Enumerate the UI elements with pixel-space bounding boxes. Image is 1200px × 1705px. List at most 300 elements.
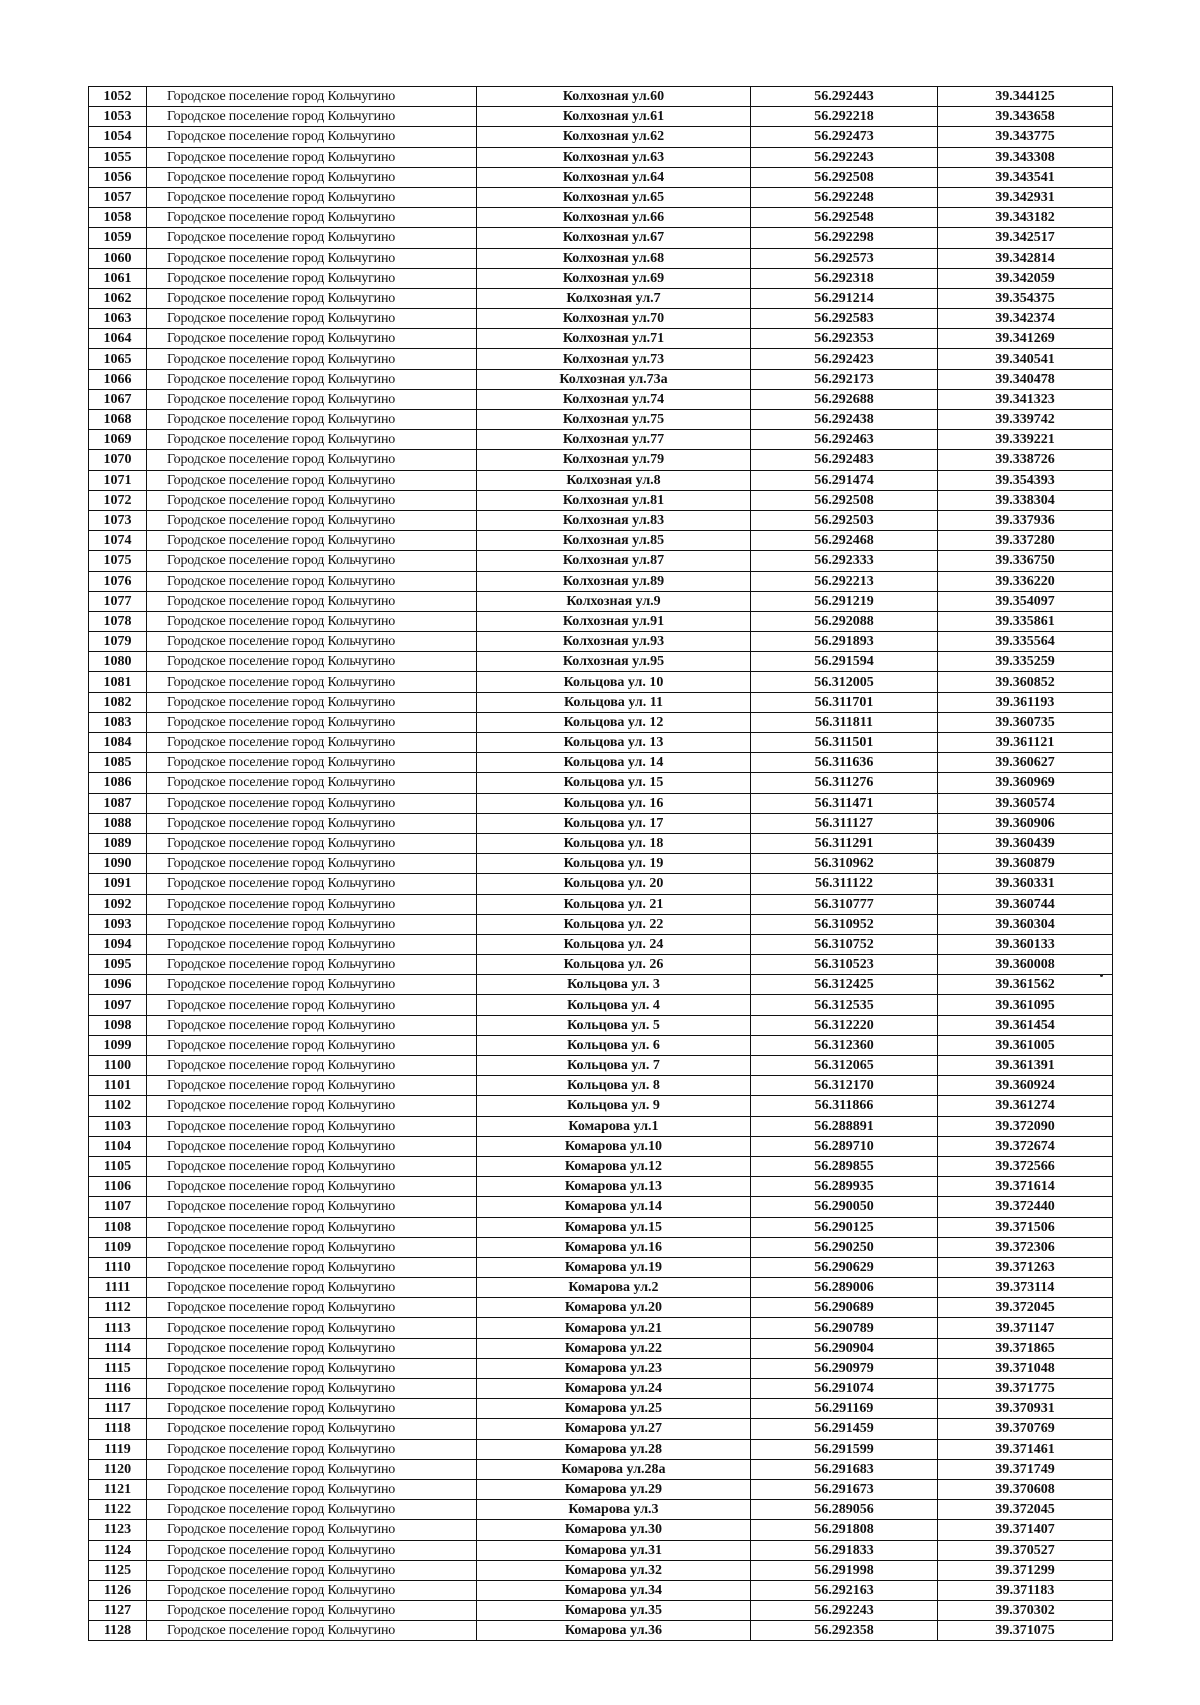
longitude: 39.343775	[938, 127, 1113, 147]
longitude: 39.336220	[938, 571, 1113, 591]
settlement-name: Городское поселение город Кольчугино	[147, 167, 477, 187]
row-number: 1065	[89, 349, 147, 369]
latitude: 56.292573	[751, 248, 938, 268]
row-number: 1061	[89, 268, 147, 288]
longitude: 39.340478	[938, 369, 1113, 389]
street-address: Комарова ул.10	[477, 1136, 751, 1156]
row-number: 1100	[89, 1056, 147, 1076]
street-address: Кольцова ул. 5	[477, 1015, 751, 1035]
settlement-name: Городское поселение город Кольчугино	[147, 208, 477, 228]
settlement-name: Городское поселение город Кольчугино	[147, 1479, 477, 1499]
table-row	[89, 1621, 1113, 1641]
latitude: 56.289056	[751, 1500, 938, 1520]
table-row	[89, 1479, 1113, 1499]
longitude: 39.342814	[938, 248, 1113, 268]
table-row	[89, 1358, 1113, 1378]
settlement-name: Городское поселение город Кольчугино	[147, 1560, 477, 1580]
row-number: 1053	[89, 107, 147, 127]
row-number: 1102	[89, 1096, 147, 1116]
latitude: 56.292688	[751, 389, 938, 409]
latitude: 56.292163	[751, 1580, 938, 1600]
longitude: 39.370608	[938, 1479, 1113, 1499]
latitude: 56.288891	[751, 1116, 938, 1136]
street-address: Колхозная ул.74	[477, 389, 751, 409]
settlement-name: Городское поселение город Кольчугино	[147, 672, 477, 692]
street-address: Комарова ул.12	[477, 1156, 751, 1176]
latitude: 56.310777	[751, 894, 938, 914]
longitude: 39.354375	[938, 288, 1113, 308]
street-address: Колхозная ул.67	[477, 228, 751, 248]
longitude: 39.371461	[938, 1439, 1113, 1459]
street-address: Кольцова ул. 9	[477, 1096, 751, 1116]
settlement-name: Городское поселение город Кольчугино	[147, 389, 477, 409]
row-number: 1094	[89, 934, 147, 954]
street-address: Колхозная ул.61	[477, 107, 751, 127]
settlement-name: Городское поселение город Кольчугино	[147, 288, 477, 308]
street-address: Кольцова ул. 14	[477, 753, 751, 773]
street-address: Колхозная ул.64	[477, 167, 751, 187]
table-row	[89, 228, 1113, 248]
table-row	[89, 410, 1113, 430]
street-address: Колхозная ул.83	[477, 510, 751, 530]
latitude: 56.312005	[751, 672, 938, 692]
street-address: Комарова ул.1	[477, 1116, 751, 1136]
table-row	[89, 591, 1113, 611]
latitude: 56.292213	[751, 571, 938, 591]
table-row	[89, 632, 1113, 652]
settlement-name: Городское поселение город Кольчугино	[147, 187, 477, 207]
latitude: 56.310962	[751, 854, 938, 874]
table-row	[89, 914, 1113, 934]
longitude: 39.371183	[938, 1580, 1113, 1600]
row-number: 1117	[89, 1399, 147, 1419]
row-number: 1115	[89, 1358, 147, 1378]
longitude: 39.371147	[938, 1318, 1113, 1338]
longitude: 39.371299	[938, 1560, 1113, 1580]
longitude: 39.361562	[938, 975, 1113, 995]
latitude: 56.290050	[751, 1197, 938, 1217]
latitude: 56.311122	[751, 874, 938, 894]
longitude: 39.361121	[938, 733, 1113, 753]
row-number: 1076	[89, 571, 147, 591]
longitude: 39.372674	[938, 1136, 1113, 1156]
address-table-sheet	[88, 86, 1112, 1641]
table-row	[89, 187, 1113, 207]
longitude: 39.372440	[938, 1197, 1113, 1217]
latitude: 56.311811	[751, 712, 938, 732]
latitude: 56.292318	[751, 268, 938, 288]
latitude: 56.290250	[751, 1237, 938, 1257]
settlement-name: Городское поселение город Кольчугино	[147, 1500, 477, 1520]
table-row	[89, 611, 1113, 631]
street-address: Кольцова ул. 17	[477, 813, 751, 833]
latitude: 56.290979	[751, 1358, 938, 1378]
longitude: 39.372090	[938, 1116, 1113, 1136]
street-address: Колхозная ул.89	[477, 571, 751, 591]
settlement-name: Городское поселение город Кольчугино	[147, 1358, 477, 1378]
table-row	[89, 1419, 1113, 1439]
longitude: 39.354393	[938, 470, 1113, 490]
settlement-name: Городское поселение город Кольчугино	[147, 369, 477, 389]
street-address: Колхозная ул.73а	[477, 369, 751, 389]
longitude: 39.371749	[938, 1459, 1113, 1479]
table-body	[89, 87, 1113, 1641]
row-number: 1081	[89, 672, 147, 692]
settlement-name: Городское поселение город Кольчугино	[147, 1459, 477, 1479]
row-number: 1089	[89, 833, 147, 853]
longitude: 39.372306	[938, 1237, 1113, 1257]
longitude: 39.361454	[938, 1015, 1113, 1035]
table-row	[89, 1096, 1113, 1116]
table-row	[89, 1459, 1113, 1479]
table-row	[89, 833, 1113, 853]
street-address: Колхозная ул.71	[477, 329, 751, 349]
latitude: 56.289935	[751, 1177, 938, 1197]
street-address: Кольцова ул. 4	[477, 995, 751, 1015]
row-number: 1085	[89, 753, 147, 773]
latitude: 56.292248	[751, 187, 938, 207]
street-address: Колхозная ул.7	[477, 288, 751, 308]
row-number: 1093	[89, 914, 147, 934]
settlement-name: Городское поселение город Кольчугино	[147, 1540, 477, 1560]
street-address: Колхозная ул.70	[477, 309, 751, 329]
longitude: 39.342517	[938, 228, 1113, 248]
settlement-name: Городское поселение город Кольчугино	[147, 874, 477, 894]
latitude: 56.292443	[751, 87, 938, 107]
longitude: 39.335259	[938, 652, 1113, 672]
settlement-name: Городское поселение город Кольчугино	[147, 490, 477, 510]
table-row	[89, 793, 1113, 813]
street-address: Кольцова ул. 6	[477, 1035, 751, 1055]
latitude: 56.292463	[751, 430, 938, 450]
row-number: 1114	[89, 1338, 147, 1358]
table-row	[89, 955, 1113, 975]
street-address: Кольцова ул. 10	[477, 672, 751, 692]
row-number: 1086	[89, 773, 147, 793]
latitude: 56.312170	[751, 1076, 938, 1096]
longitude: 39.342059	[938, 268, 1113, 288]
street-address: Комарова ул.34	[477, 1580, 751, 1600]
longitude: 39.335861	[938, 611, 1113, 631]
latitude: 56.292473	[751, 127, 938, 147]
table-row	[89, 309, 1113, 329]
row-number: 1057	[89, 187, 147, 207]
row-number: 1056	[89, 167, 147, 187]
street-address: Колхозная ул.95	[477, 652, 751, 672]
latitude: 56.291599	[751, 1439, 938, 1459]
row-number: 1074	[89, 531, 147, 551]
settlement-name: Городское поселение город Кольчугино	[147, 228, 477, 248]
latitude: 56.292468	[751, 531, 938, 551]
settlement-name: Городское поселение город Кольчугино	[147, 571, 477, 591]
settlement-name: Городское поселение город Кольчугино	[147, 833, 477, 853]
settlement-name: Городское поселение город Кольчугино	[147, 1520, 477, 1540]
settlement-name: Городское поселение город Кольчугино	[147, 793, 477, 813]
row-number: 1067	[89, 389, 147, 409]
settlement-name: Городское поселение город Кольчугино	[147, 1217, 477, 1237]
table-row	[89, 127, 1113, 147]
table-row	[89, 753, 1113, 773]
settlement-name: Городское поселение город Кольчугино	[147, 1177, 477, 1197]
longitude: 39.360304	[938, 914, 1113, 934]
table-row	[89, 1217, 1113, 1237]
street-address: Комарова ул.24	[477, 1379, 751, 1399]
longitude: 39.342374	[938, 309, 1113, 329]
longitude: 39.360924	[938, 1076, 1113, 1096]
street-address: Комарова ул.20	[477, 1298, 751, 1318]
street-address: Комарова ул.36	[477, 1621, 751, 1641]
row-number: 1079	[89, 632, 147, 652]
table-row	[89, 510, 1113, 530]
row-number: 1092	[89, 894, 147, 914]
latitude: 56.311471	[751, 793, 938, 813]
street-address: Колхозная ул.77	[477, 430, 751, 450]
row-number: 1070	[89, 450, 147, 470]
row-number: 1066	[89, 369, 147, 389]
settlement-name: Городское поселение город Кольчугино	[147, 1298, 477, 1318]
settlement-name: Городское поселение город Кольчугино	[147, 894, 477, 914]
street-address: Колхозная ул.81	[477, 490, 751, 510]
street-address: Колхозная ул.60	[477, 87, 751, 107]
longitude: 39.340541	[938, 349, 1113, 369]
latitude: 56.292358	[751, 1621, 938, 1641]
settlement-name: Городское поселение город Кольчугино	[147, 531, 477, 551]
row-number: 1080	[89, 652, 147, 672]
table-row	[89, 1601, 1113, 1621]
settlement-name: Городское поселение город Кольчугино	[147, 955, 477, 975]
settlement-name: Городское поселение город Кольчугино	[147, 692, 477, 712]
row-number: 1103	[89, 1116, 147, 1136]
row-number: 1120	[89, 1459, 147, 1479]
street-address: Колхозная ул.69	[477, 268, 751, 288]
street-address: Кольцова ул. 22	[477, 914, 751, 934]
row-number: 1127	[89, 1601, 147, 1621]
settlement-name: Городское поселение город Кольчугино	[147, 854, 477, 874]
longitude: 39.343182	[938, 208, 1113, 228]
longitude: 39.361391	[938, 1056, 1113, 1076]
longitude: 39.361193	[938, 692, 1113, 712]
table-row	[89, 894, 1113, 914]
latitude: 56.310752	[751, 934, 938, 954]
latitude: 56.291459	[751, 1419, 938, 1439]
row-number: 1110	[89, 1257, 147, 1277]
latitude: 56.292243	[751, 147, 938, 167]
table-row	[89, 389, 1113, 409]
table-row	[89, 1399, 1113, 1419]
settlement-name: Городское поселение город Кольчугино	[147, 1237, 477, 1257]
table-row	[89, 571, 1113, 591]
table-row	[89, 248, 1113, 268]
settlement-name: Городское поселение город Кольчугино	[147, 268, 477, 288]
latitude: 56.292218	[751, 107, 938, 127]
street-address: Колхозная ул.85	[477, 531, 751, 551]
latitude: 56.311291	[751, 833, 938, 853]
longitude: 39.372045	[938, 1298, 1113, 1318]
latitude: 56.289710	[751, 1136, 938, 1156]
row-number: 1082	[89, 692, 147, 712]
longitude: 39.335564	[938, 632, 1113, 652]
longitude: 39.372045	[938, 1500, 1113, 1520]
settlement-name: Городское поселение город Кольчугино	[147, 248, 477, 268]
settlement-name: Городское поселение город Кольчугино	[147, 1621, 477, 1641]
longitude: 39.337936	[938, 510, 1113, 530]
longitude: 39.372566	[938, 1156, 1113, 1176]
latitude: 56.311701	[751, 692, 938, 712]
row-number: 1055	[89, 147, 147, 167]
latitude: 56.291214	[751, 288, 938, 308]
row-number: 1107	[89, 1197, 147, 1217]
settlement-name: Городское поселение город Кольчугино	[147, 914, 477, 934]
longitude: 39.360879	[938, 854, 1113, 874]
longitude: 39.339221	[938, 430, 1113, 450]
latitude: 56.291833	[751, 1540, 938, 1560]
longitude: 39.371407	[938, 1520, 1113, 1540]
row-number: 1096	[89, 975, 147, 995]
table-row	[89, 712, 1113, 732]
settlement-name: Городское поселение город Кольчугино	[147, 1136, 477, 1156]
longitude: 39.338726	[938, 450, 1113, 470]
latitude: 56.290629	[751, 1257, 938, 1277]
street-address: Кольцова ул. 19	[477, 854, 751, 874]
longitude: 39.370302	[938, 1601, 1113, 1621]
longitude: 39.337280	[938, 531, 1113, 551]
longitude: 39.371865	[938, 1338, 1113, 1358]
table-row	[89, 1318, 1113, 1338]
street-address: Колхозная ул.63	[477, 147, 751, 167]
settlement-name: Городское поселение город Кольчугино	[147, 995, 477, 1015]
street-address: Комарова ул.19	[477, 1257, 751, 1277]
table-row	[89, 1580, 1113, 1600]
row-number: 1112	[89, 1298, 147, 1318]
street-address: Комарова ул.21	[477, 1318, 751, 1338]
latitude: 56.291998	[751, 1560, 938, 1580]
table-row	[89, 1177, 1113, 1197]
settlement-name: Городское поселение город Кольчугино	[147, 430, 477, 450]
settlement-name: Городское поселение город Кольчугино	[147, 813, 477, 833]
table-row	[89, 733, 1113, 753]
latitude: 56.291074	[751, 1379, 938, 1399]
street-address: Колхозная ул.66	[477, 208, 751, 228]
longitude: 39.371775	[938, 1379, 1113, 1399]
table-row	[89, 531, 1113, 551]
latitude: 56.310952	[751, 914, 938, 934]
latitude: 56.311501	[751, 733, 938, 753]
settlement-name: Городское поселение город Кольчугино	[147, 1318, 477, 1338]
street-address: Кольцова ул. 26	[477, 955, 751, 975]
latitude: 56.291474	[751, 470, 938, 490]
row-number: 1116	[89, 1379, 147, 1399]
longitude: 39.361095	[938, 995, 1113, 1015]
row-number: 1060	[89, 248, 147, 268]
row-number: 1098	[89, 1015, 147, 1035]
table-row	[89, 934, 1113, 954]
longitude: 39.371263	[938, 1257, 1113, 1277]
street-address: Кольцова ул. 16	[477, 793, 751, 813]
settlement-name: Городское поселение город Кольчугино	[147, 127, 477, 147]
longitude: 39.360574	[938, 793, 1113, 813]
table-row	[89, 1338, 1113, 1358]
table-row	[89, 995, 1113, 1015]
row-number: 1068	[89, 410, 147, 430]
table-row	[89, 652, 1113, 672]
row-number: 1128	[89, 1621, 147, 1641]
street-address: Колхозная ул.65	[477, 187, 751, 207]
row-number: 1063	[89, 309, 147, 329]
longitude: 39.371506	[938, 1217, 1113, 1237]
settlement-name: Городское поселение город Кольчугино	[147, 349, 477, 369]
longitude: 39.338304	[938, 490, 1113, 510]
longitude: 39.341323	[938, 389, 1113, 409]
settlement-name: Городское поселение город Кольчугино	[147, 450, 477, 470]
row-number: 1078	[89, 611, 147, 631]
settlement-name: Городское поселение город Кольчугино	[147, 1035, 477, 1055]
table-row	[89, 288, 1113, 308]
longitude: 39.341269	[938, 329, 1113, 349]
settlement-name: Городское поселение город Кольчугино	[147, 1015, 477, 1035]
table-row	[89, 470, 1113, 490]
street-address: Комарова ул.29	[477, 1479, 751, 1499]
longitude: 39.343658	[938, 107, 1113, 127]
street-address: Кольцова ул. 24	[477, 934, 751, 954]
table-row	[89, 1257, 1113, 1277]
row-number: 1101	[89, 1076, 147, 1096]
settlement-name: Городское поселение город Кольчугино	[147, 753, 477, 773]
table-row	[89, 1540, 1113, 1560]
street-address: Комарова ул.13	[477, 1177, 751, 1197]
street-address: Колхозная ул.87	[477, 551, 751, 571]
row-number: 1122	[89, 1500, 147, 1520]
street-address: Комарова ул.23	[477, 1358, 751, 1378]
settlement-name: Городское поселение город Кольчугино	[147, 1580, 477, 1600]
table-row	[89, 268, 1113, 288]
street-address: Комарова ул.35	[477, 1601, 751, 1621]
settlement-name: Городское поселение город Кольчугино	[147, 1278, 477, 1298]
latitude: 56.291594	[751, 652, 938, 672]
latitude: 56.311636	[751, 753, 938, 773]
street-address: Кольцова ул. 12	[477, 712, 751, 732]
row-number: 1088	[89, 813, 147, 833]
latitude: 56.292438	[751, 410, 938, 430]
settlement-name: Городское поселение город Кольчугино	[147, 1419, 477, 1439]
table-row	[89, 1278, 1113, 1298]
table-row	[89, 692, 1113, 712]
street-address: Комарова ул.22	[477, 1338, 751, 1358]
settlement-name: Городское поселение город Кольчугино	[147, 652, 477, 672]
longitude: 39.336750	[938, 551, 1113, 571]
latitude: 56.292483	[751, 450, 938, 470]
latitude: 56.312220	[751, 1015, 938, 1035]
settlement-name: Городское поселение город Кольчугино	[147, 1056, 477, 1076]
table-row	[89, 975, 1113, 995]
street-address: Комарова ул.16	[477, 1237, 751, 1257]
settlement-name: Городское поселение город Кольчугино	[147, 107, 477, 127]
settlement-name: Городское поселение город Кольчугино	[147, 510, 477, 530]
latitude: 56.291808	[751, 1520, 938, 1540]
street-address: Комарова ул.27	[477, 1419, 751, 1439]
settlement-name: Городское поселение город Кольчугино	[147, 470, 477, 490]
street-address: Кольцова ул. 8	[477, 1076, 751, 1096]
street-address: Комарова ул.32	[477, 1560, 751, 1580]
latitude: 56.291219	[751, 591, 938, 611]
latitude: 56.311127	[751, 813, 938, 833]
row-number: 1075	[89, 551, 147, 571]
longitude: 39.360133	[938, 934, 1113, 954]
latitude: 56.291169	[751, 1399, 938, 1419]
street-address: Колхозная ул.8	[477, 470, 751, 490]
street-address: Комарова ул.14	[477, 1197, 751, 1217]
street-address: Колхозная ул.79	[477, 450, 751, 470]
table-row	[89, 87, 1113, 107]
